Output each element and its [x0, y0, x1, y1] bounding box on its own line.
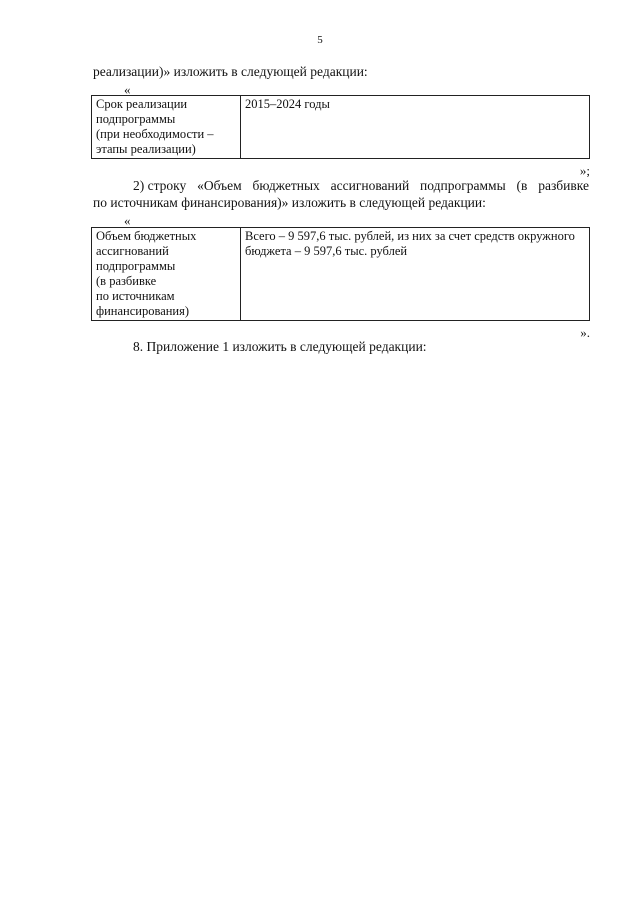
table1-right-text: 2015–2024 годы — [245, 97, 330, 111]
subprogram-period-table — [91, 95, 590, 159]
item-2-line-1 — [133, 178, 589, 194]
table1-left-line: подпрограммы — [96, 112, 176, 126]
item-2-line-2: по источникам финансирования)» изложить в следующей редакции: — [93, 195, 486, 210]
table1-left-line: Срок реализации — [96, 97, 188, 111]
close-quote-1: »; — [579, 163, 590, 178]
table-cell-label — [92, 96, 241, 159]
table-row — [92, 96, 590, 159]
item2-word: бюджетных — [252, 178, 320, 193]
table2-left-line: ассигнований — [96, 244, 169, 258]
item-8-line: 8. Приложение 1 изложить в следующей редакции: — [133, 339, 427, 354]
table-cell-value — [241, 96, 590, 159]
page-number: 5 — [317, 34, 323, 46]
table2-left-line: финансирования) — [96, 304, 190, 318]
table2-right-line: бюджета – 9 597,6 тыс. рублей — [245, 244, 408, 258]
table2-left-line: по источникам — [96, 289, 175, 303]
item2-word: (в — [516, 178, 528, 193]
table1-left-line: этапы реализации) — [96, 142, 196, 156]
item2-word: разбивке — [538, 178, 589, 193]
open-quote-1: « — [124, 82, 131, 97]
item2-word: подпрограммы — [420, 178, 506, 193]
intro-line: реализации)» изложить в следующей редакции: — [93, 64, 368, 79]
table2-left-line: подпрограммы — [96, 259, 176, 273]
open-quote-2: « — [124, 213, 131, 228]
table2-right-line: Всего – 9 597,6 тыс. рублей, из них за счет средств окружного — [245, 229, 575, 243]
item2-word: «Объем — [197, 178, 242, 193]
item2-word: ассигнований — [330, 178, 410, 193]
table-cell-label — [92, 228, 241, 321]
table2-left-line: Объем бюджетных — [96, 229, 197, 243]
table1-left-line: (при необходимости – — [96, 127, 214, 141]
table2-left-line: (в разбивке — [96, 274, 157, 288]
table-cell-value — [241, 228, 590, 321]
item2-word: 2) строку — [133, 178, 187, 193]
budget-allocation-table — [91, 227, 590, 321]
close-quote-2: ». — [580, 325, 590, 340]
table-row — [92, 228, 590, 321]
